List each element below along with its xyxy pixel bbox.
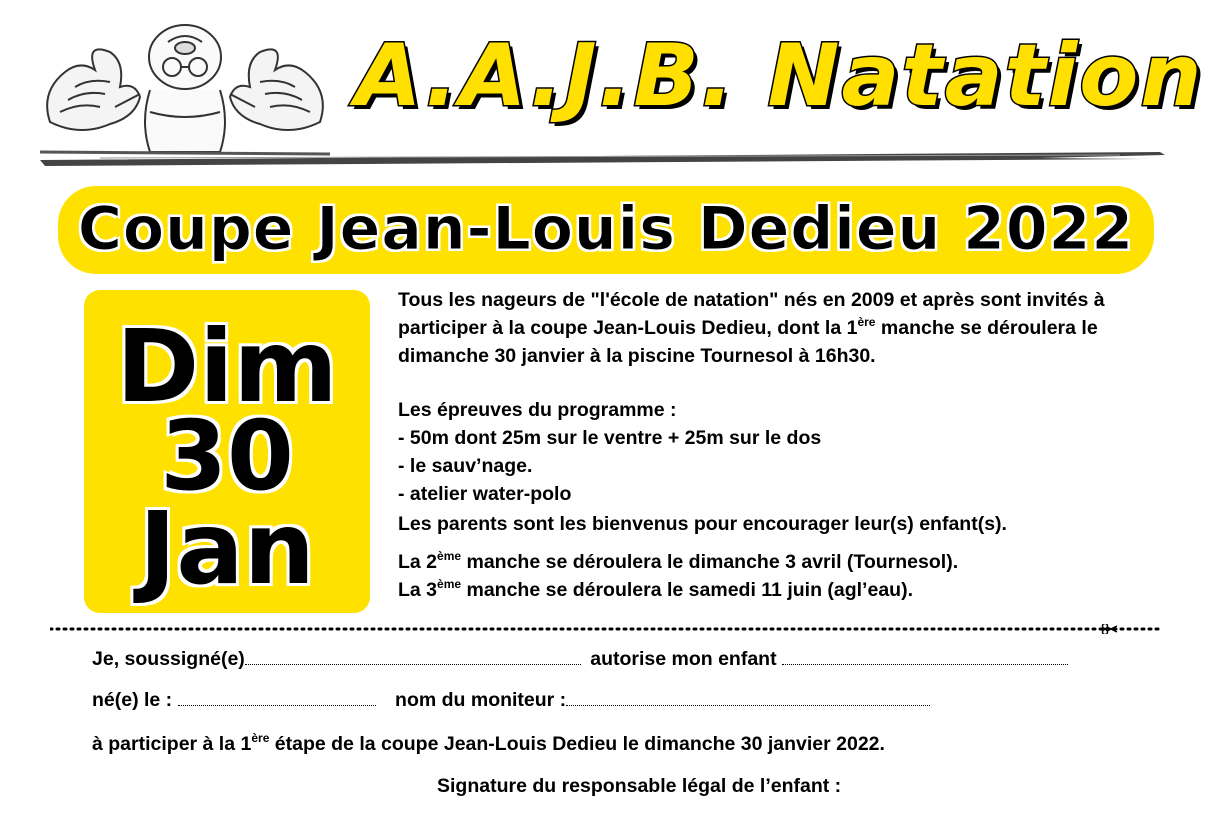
program-item: - atelier water-polo (398, 483, 572, 505)
child-name-field[interactable] (782, 650, 1068, 665)
intro-paragraph: Tous les nageurs de "l'école de natation" nés en 2009 et après sont invités à participer à la coupe Jean-Louis Dedieu, dont la 1ère manche se déroulera le dimanche 30 janvier à la piscine Tournesol à 16h30. (398, 289, 1105, 367)
cut-line (50, 624, 1160, 634)
born-label: né(e) le : (92, 689, 173, 711)
program-heading: Les épreuves du programme : (398, 399, 677, 421)
form-row-undersigned (92, 648, 1068, 671)
instructor-name-field[interactable] (566, 691, 930, 706)
event-date-box (84, 290, 370, 613)
instructor-label: nom du moniteur : (395, 689, 567, 711)
brush-stroke-divider (40, 146, 1165, 168)
signature-label: Signature du responsable légal de l’enfant : (437, 775, 842, 797)
round-2: La 2ème manche se déroulera le dimanche 3 avril (Tournesol). (398, 549, 959, 573)
event-banner (58, 186, 1154, 274)
swimmer-mascot-logo (40, 12, 330, 162)
date-number: 30 (160, 400, 294, 512)
club-title: A.A.J.B. Natation (355, 26, 1204, 126)
undersigned-label: Je, soussigné(e) (92, 648, 245, 670)
program-item: - le sauv’nage. (398, 455, 533, 477)
program-section (398, 396, 1158, 538)
form-row-birth (92, 689, 930, 712)
event-title: Coupe Jean-Louis Dedieu 2022 (77, 194, 1135, 264)
round-3: La 3ème manche se déroulera le samedi 11 juin (agl’eau). (398, 577, 913, 601)
date-month: Jan (139, 490, 315, 607)
undersigned-name-field[interactable] (245, 650, 581, 665)
date-day: Dim (116, 308, 338, 425)
rounds-section (398, 548, 1158, 604)
birth-date-field[interactable] (178, 691, 376, 706)
form-row-participation: à participer à la 1ère étape de la coupe Jean-Louis Dedieu le dimanche 30 janvier 2022. (92, 731, 885, 755)
program-item: - 50m dont 25m sur le ventre + 25m sur le dos (398, 427, 822, 449)
authorize-label: autorise mon enfant (590, 648, 777, 670)
parents-note: Les parents sont les bienvenus pour encourager leur(s) enfant(s). (398, 513, 1007, 535)
